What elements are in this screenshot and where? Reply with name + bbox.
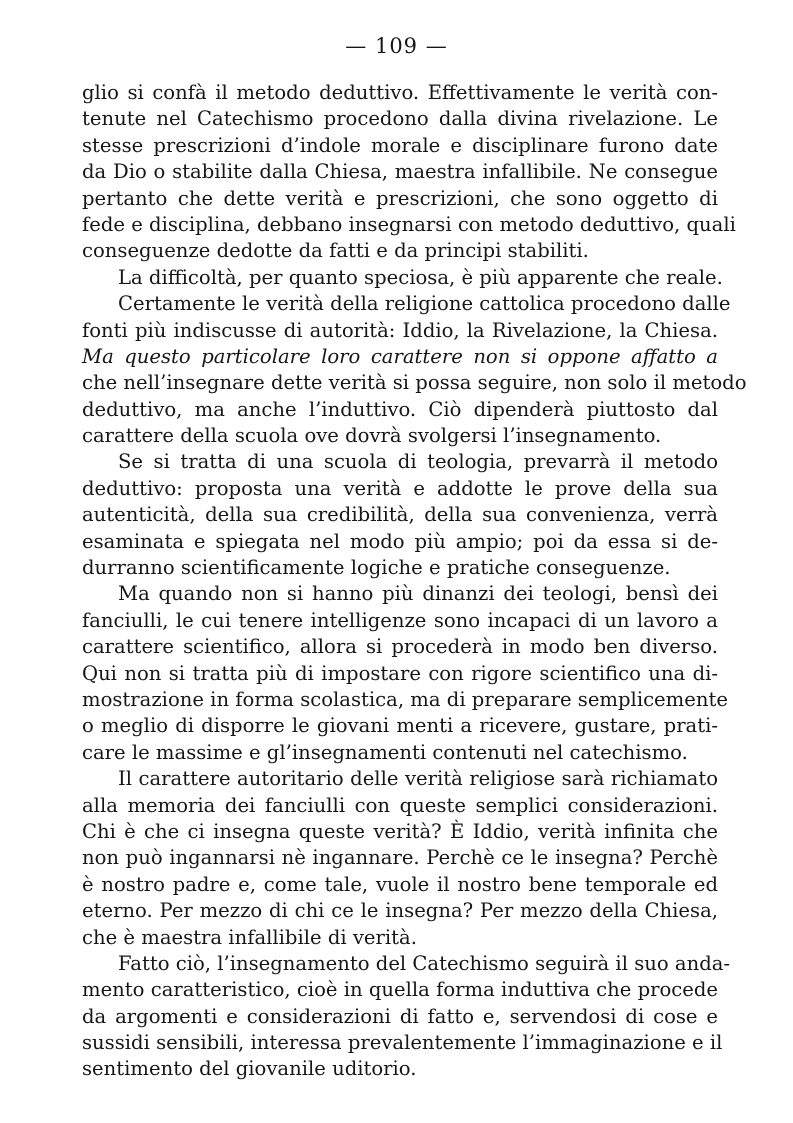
text-line: conseguenze dedotte da fatti e da principi stabiliti. bbox=[82, 239, 589, 263]
text-line: che nell’insegnare dette verità si possa seguire, non solo il metodo bbox=[82, 371, 747, 395]
text-line: carattere della scuola ove dovrà svolgersi l’insegnamento. bbox=[82, 424, 662, 448]
text-line: mento caratteristico, cioè in quella forma induttiva che procede bbox=[82, 978, 718, 1002]
text-line: tenute nel Catechismo procedono dalla divina rivelazione. Le bbox=[82, 107, 718, 131]
text-line: sentimento del giovanile uditorio. bbox=[82, 1057, 417, 1081]
text-line: deduttivo, ma anche l’induttivo. Ciò dipenderà piuttosto dal bbox=[82, 397, 718, 421]
paragraph-4 bbox=[82, 449, 718, 581]
text-line: La difficoltà, per quanto speciosa, è più apparente che reale. bbox=[118, 265, 723, 289]
paragraph-7 bbox=[82, 951, 731, 1083]
text-line: carattere scientifico, allora si procederà in modo ben diverso. bbox=[82, 635, 718, 659]
text-line-italic: Ma questo particolare loro carattere non si oppone affatto a bbox=[82, 344, 718, 368]
text-line: da Dio o stabilite dalla Chiesa, maestra infallibile. Ne consegue bbox=[82, 160, 718, 184]
text-line: fanciulli, le cui tenere intelligenze sono incapaci di un lavoro a bbox=[82, 608, 718, 632]
paragraph-6 bbox=[82, 766, 718, 951]
page-number: — 109 — bbox=[345, 34, 448, 58]
text-line: è nostro padre e, come tale, vuole il nostro bene temporale ed bbox=[82, 872, 718, 896]
text-line: pertanto che dette verità e prescrizioni, che sono oggetto di bbox=[82, 186, 718, 210]
text-line: sussidi sensibili, interessa prevalentemente l’immaginazione e il bbox=[82, 1031, 723, 1055]
text-line: Se si tratta di una scuola di teologia, prevarrà il metodo bbox=[118, 450, 718, 474]
text-line: da argomenti e considerazioni di fatto e, servendosi di cose e bbox=[82, 1004, 718, 1028]
text-line: alla memoria dei fanciulli con queste semplici considerazioni. bbox=[82, 793, 718, 817]
text-line: fonti più indiscusse di autorità: Iddio, la Rivelazione, la Chiesa. bbox=[82, 318, 718, 342]
text-line: glio si confà il metodo deduttivo. Effettivamente le verità con- bbox=[82, 81, 718, 104]
text-line: fede e disciplina, debbano insegnarsi con metodo deduttivo, quali bbox=[82, 212, 736, 236]
text-line: Il carattere autoritario delle verità religiose sarà richiamato bbox=[118, 767, 718, 791]
text-line: che è maestra infallibile di verità. bbox=[82, 925, 417, 949]
body-text bbox=[82, 80, 747, 1083]
text-line: Ma quando non si hanno più dinanzi dei teologi, bensì dei bbox=[118, 582, 718, 606]
text-line: stesse prescrizioni d’indole morale e disciplinare furono date bbox=[82, 133, 718, 157]
paragraph-5 bbox=[82, 581, 728, 766]
paragraph-1 bbox=[82, 80, 736, 265]
text-line: Certamente le verità della religione cattolica procedono dalle bbox=[118, 292, 731, 316]
paragraph-3 bbox=[82, 291, 747, 449]
text-line: care le massime e gl’insegnamenti contenuti nel catechismo. bbox=[82, 740, 688, 764]
text-line: autenticità, della sua credibilità, della sua convenienza, verrà bbox=[82, 503, 718, 527]
text-line: mostrazione in forma scolastica, ma di preparare semplicemente bbox=[82, 687, 728, 711]
text-line: esaminata e spiegata nel modo più ampio; poi da essa si de- bbox=[82, 529, 718, 553]
text-line: non può ingannarsi nè ingannare. Perchè ce le insegna? Perchè bbox=[82, 846, 718, 870]
text-line: deduttivo: proposta una verità e addotte le prove della sua bbox=[82, 476, 718, 500]
text-line: durranno scientificamente logiche e pratiche conseguenze. bbox=[82, 556, 671, 580]
paragraph-2 bbox=[82, 265, 723, 291]
text-line: eterno. Per mezzo di chi ce le insegna? Per mezzo della Chiesa, bbox=[82, 899, 718, 923]
text-line: Qui non si tratta più di impostare con rigore scientifico una di- bbox=[82, 661, 718, 685]
text-line: Fatto ciò, l’insegnamento del Catechismo seguirà il suo anda- bbox=[118, 951, 731, 975]
text-line: Chi è che ci insegna queste verità? È Iddio, verità infinita che bbox=[82, 819, 718, 843]
text-line: o meglio di disporre le giovani menti a ricevere, gustare, prati- bbox=[82, 714, 718, 738]
